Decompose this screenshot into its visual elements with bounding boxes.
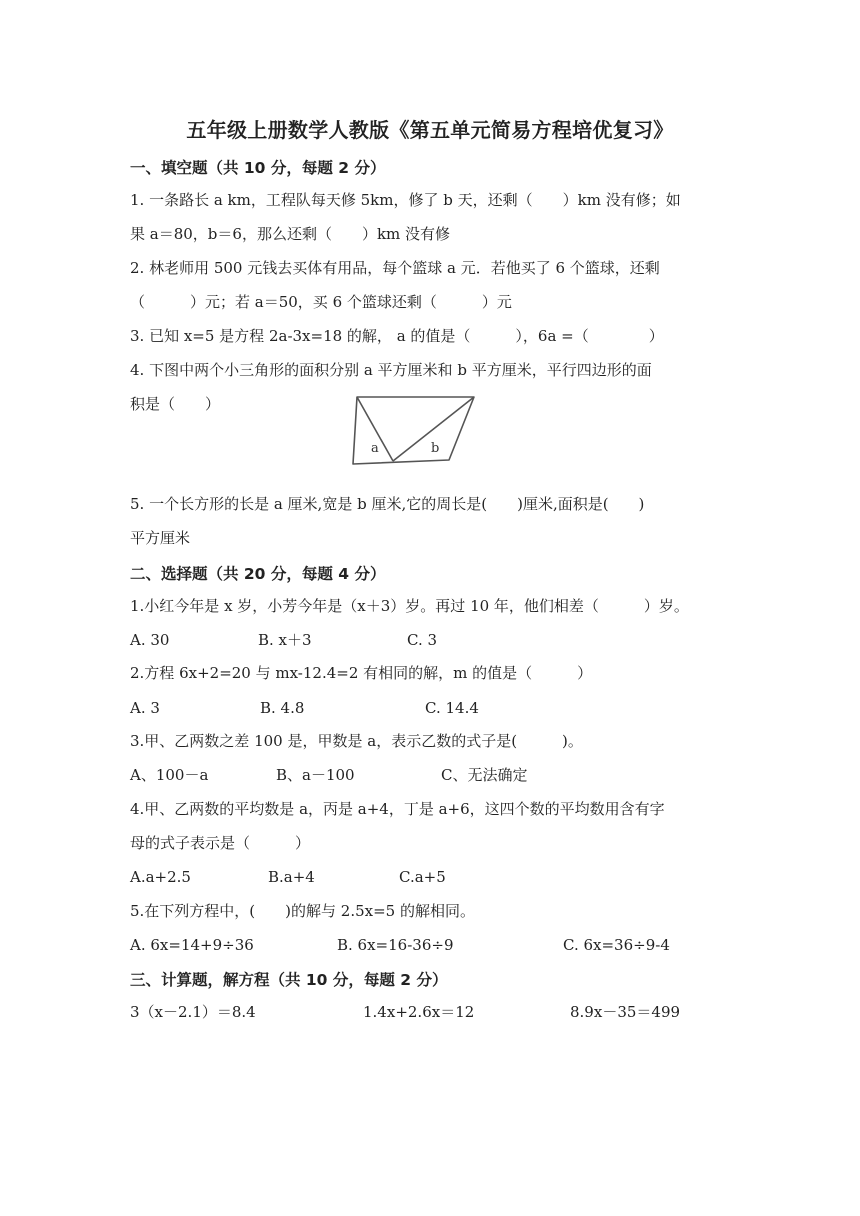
figure-label-a: a [371,441,379,456]
s2-q3-option-c: C、无法确定 [441,766,528,784]
s2-q1-option-c: C. 3 [407,631,438,649]
s2-q5-option-b: B. 6x=16-36÷9 [337,936,454,954]
page-title: 五年级上册数学人教版《第五单元简易方程培优复习》 [186,118,674,142]
s2-q3-option-a: A、100－a [130,766,209,784]
s3-equation-2: 1.4x+2.6x＝12 [363,1003,475,1021]
s1-q4-line1: 4. 下图中两个小三角形的面积分别 a 平方厘米和 b 平方厘米，平行四边形的面 [130,361,652,379]
s2-q4-line1: 4.甲、乙两数的平均数是 a，丙是 a+4，丁是 a+6，这四个数的平均数用含有字 [130,800,665,818]
s2-q5: 5.在下列方程中，( )的解与 2.5x=5 的解相同。 [130,902,475,920]
s1-q2-line2: （ ）元；若 a＝50，买 6 个篮球还剩（ ）元 [130,293,512,311]
s1-q5-line2: 平方厘米 [130,529,191,547]
s1-q1-line2: 果 a＝80，b＝6，那么还剩（ ）km 没有修 [130,225,451,243]
s2-q2-option-a: A. 3 [130,699,160,717]
s2-q4-option-b: B.a+4 [268,868,315,886]
s2-q3: 3.甲、乙两数之差 100 是，甲数是 a，表示乙数的式子是( )。 [130,732,583,750]
s2-q2-option-c: C. 14.4 [425,699,479,717]
s1-q3: 3. 已知 x=5 是方程 2a-3x=18 的解， a 的值是（ ），6a =（ ） [130,327,664,345]
s3-equation-3: 8.9x－35＝499 [570,1003,681,1021]
s2-q4-option-c: C.a+5 [399,868,446,886]
figure-label-b: b [431,441,440,456]
s2-q2-option-b: B. 4.8 [260,699,305,717]
section-1-heading: 一、填空题（共 10 分，每题 2 分） [130,159,386,177]
section-2-heading: 二、选择题（共 20 分，每题 4 分） [130,565,386,583]
s2-q1: 1.小红今年是 x 岁，小芳今年是（x＋3）岁。再过 10 年，他们相差（ ）岁。 [130,597,689,615]
s2-q2: 2.方程 6x+2=20 与 mx-12.4=2 有相同的解，m 的值是（ ） [130,664,593,682]
parallelogram-figure [345,392,480,466]
s2-q1-option-a: A. 30 [130,631,170,649]
section-3-heading: 三、计算题，解方程（共 10 分，每题 2 分） [130,971,448,989]
s1-q4-line2: 积是（ ） [130,395,221,413]
s1-q2-line1: 2. 林老师用 500 元钱去买体有用品，每个篮球 a 元．若他买了 6 个篮球，还剩 [130,259,660,277]
s2-q1-option-b: B. x＋3 [258,631,312,649]
s3-equation-1: 3（x－2.1）＝8.4 [130,1003,256,1021]
s1-q5-line1: 5. 一个长方形的长是 a 厘米,宽是 b 厘米,它的周长是( )厘米,面积是( ) [130,495,645,513]
s2-q4-line2: 母的式子表示是（ ） [130,834,311,852]
s2-q3-option-b: B、a－100 [276,766,355,784]
s2-q4-option-a: A.a+2.5 [130,868,191,886]
s2-q5-option-a: A. 6x=14+9÷36 [130,936,254,954]
s2-q5-option-c: C. 6x=36÷9-4 [563,936,670,954]
s1-q1-line1: 1. 一条路长 a km，工程队每天修 5km，修了 b 天，还剩（ ）km 没有修；如 [130,191,681,209]
